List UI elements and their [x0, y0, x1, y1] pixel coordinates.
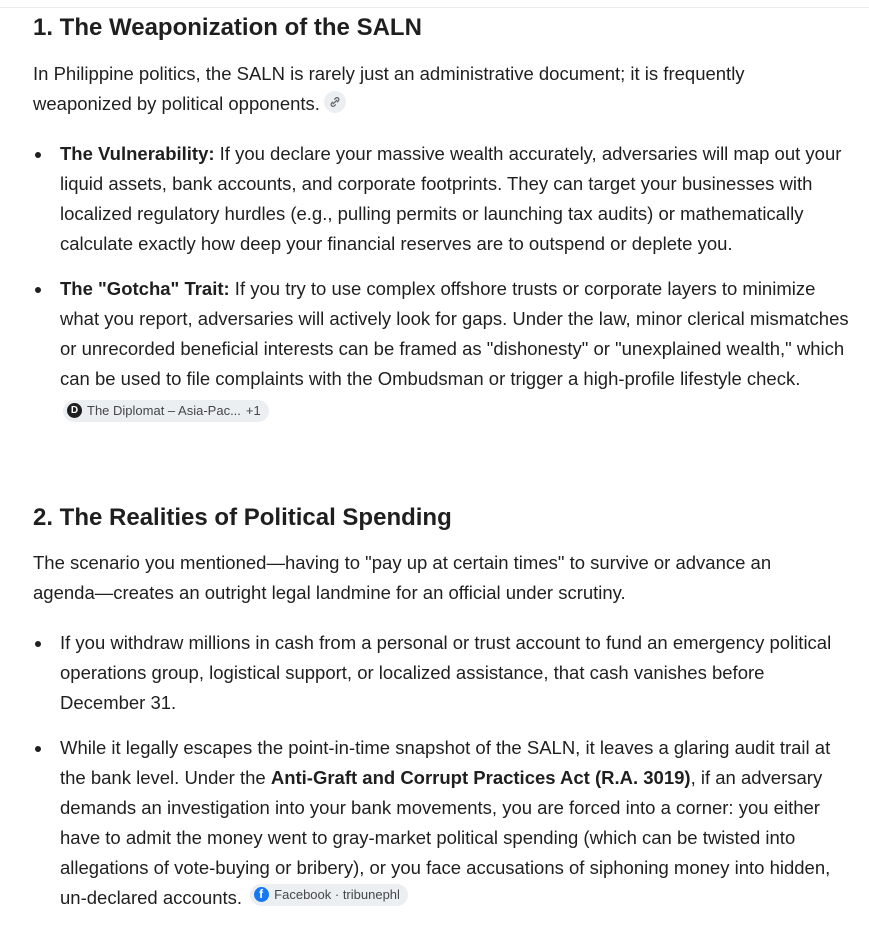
list-item — [33, 139, 850, 259]
top-divider — [0, 7, 869, 8]
link-icon — [329, 96, 341, 108]
bullet-text: If you declare your massive wealth accurately, adversaries will map out your liquid assets, bank accounts, and corporate footprints. They can target your businesses with localized regulatory hurdles (e.g., pulling permits or launching tax audits) or mathematically calculate exactly how deep your financial reserves are to outspend or deplete you. — [60, 143, 842, 254]
diplomat-logo-icon: D — [67, 403, 82, 418]
source-chip-extra-count: +1 — [245, 402, 261, 418]
bullet-text-before: While it legally escapes the point-in-time snapshot of the SALN, it leaves a glaring audit trail at the bank level. Under the — [60, 737, 831, 788]
bullet-dot — [35, 287, 41, 293]
bullet-dot — [35, 152, 41, 158]
list-item — [33, 274, 850, 424]
intro-text: In Philippine politics, the SALN is rarely just an administrative document; it is frequently weaponized by political opponents. — [33, 63, 745, 114]
bullet-text: If you try to use complex offshore trusts or corporate layers to minimize what you report, adversaries will actively look for gaps. Under the law, minor clerical mismatches or unrecorded beneficial interests can be framed as "dishonesty" or "unexplained wealth," which can be used to file complaints with the Ombudsman or trigger a high-profile lifestyle check. — [60, 278, 849, 389]
source-chip-label: Facebook · tribunephl — [274, 886, 400, 902]
list-item — [33, 628, 850, 718]
bullet-list-political-spending — [33, 628, 853, 913]
bullet-bold-label: The "Gotcha" Trait: — [60, 278, 230, 299]
section-intro-political-spending: The scenario you mentioned—having to "pay up at certain times" to survive or advance an agenda—creates an outright legal landmine for an official under scrutiny. — [33, 552, 772, 603]
bullet-bold-law: Anti-Graft and Corrupt Practices Act (R.A. 3019) — [270, 767, 691, 788]
bullet-list-weaponization — [33, 139, 853, 424]
source-chip-facebook[interactable] — [250, 884, 408, 906]
section-heading-political-spending: 2. The Realities of Political Spending — [33, 504, 452, 531]
facebook-logo-icon: f — [254, 887, 269, 902]
bullet-dot — [35, 746, 41, 752]
source-link-chip[interactable] — [324, 91, 346, 113]
list-item — [33, 733, 850, 913]
section-heading-weaponization: 1. The Weaponization of the SALN — [33, 14, 422, 41]
bullet-text-after: , if an adversary demands an investigation into your bank movements, you are forced into a corner: you either have to admit the money went to gray-market political spending (which can be twisted into allegations of vote-buying or bribery), or you face accusations of siphoning money into hidden, un-declared accounts. — [60, 767, 831, 908]
bullet-text: If you withdraw millions in cash from a personal or trust account to fund an emergency political operations group, logistical support, or localized assistance, that cash vanishes before December 31. — [60, 632, 832, 713]
bullet-dot — [35, 641, 41, 647]
source-chip-diplomat[interactable] — [63, 400, 269, 422]
source-chip-label: The Diplomat – Asia-Pac... — [87, 402, 241, 418]
section-intro-weaponization — [33, 59, 833, 119]
bullet-bold-label: The Vulnerability: — [60, 143, 215, 164]
